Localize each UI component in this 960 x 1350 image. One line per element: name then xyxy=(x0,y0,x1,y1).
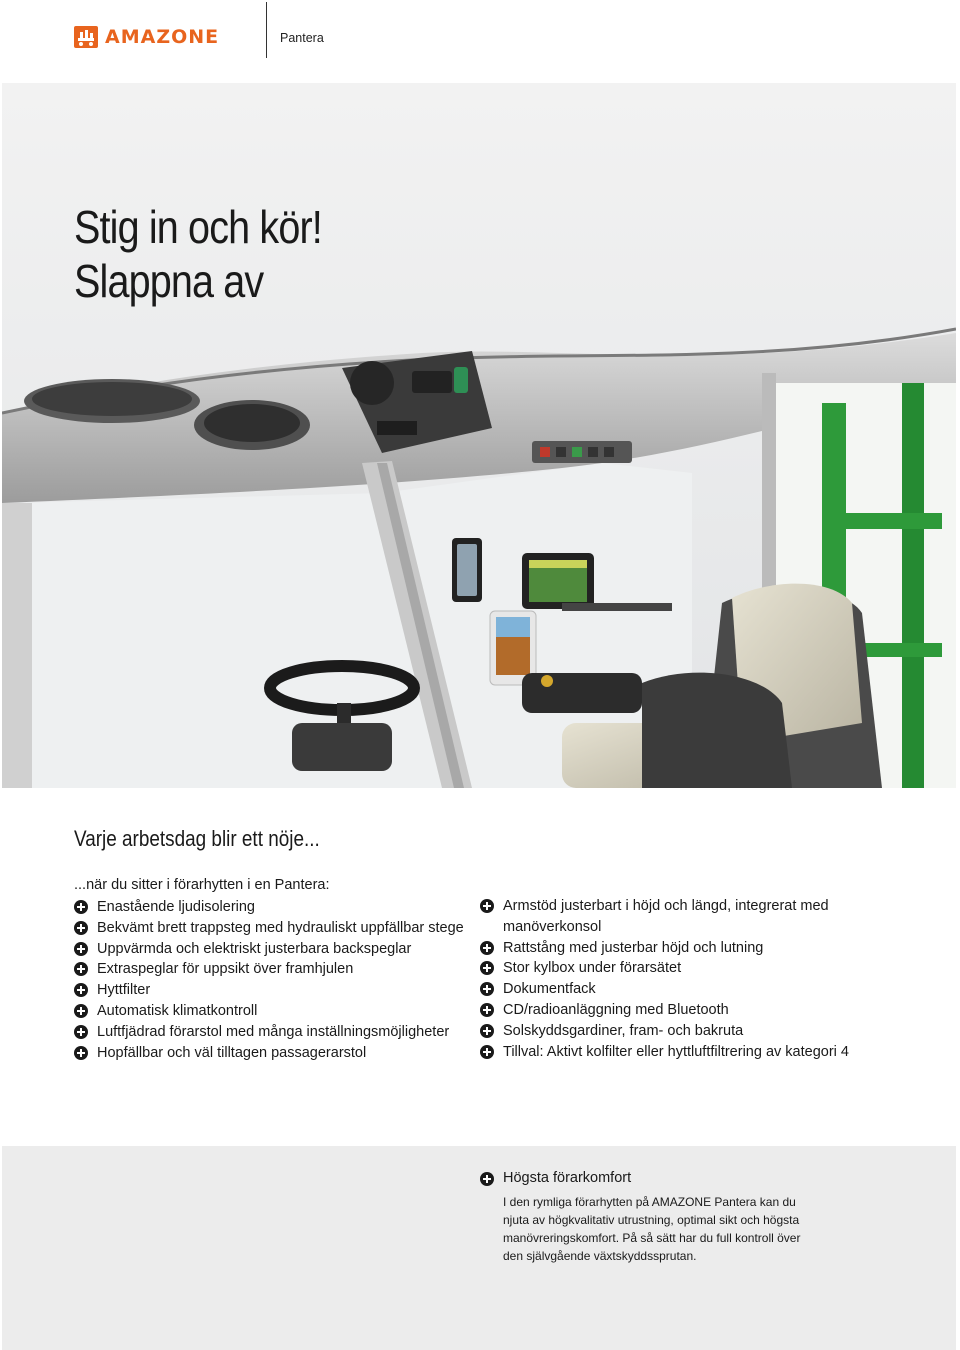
footer-heading: Högsta förarkomfort xyxy=(480,1170,631,1186)
plus-icon xyxy=(74,942,88,956)
list-item: Tillval: Aktivt kolfilter eller hyttluftfiltrering av kategori 4 xyxy=(480,1042,880,1063)
list-item: CD/radioanläggning med Bluetooth xyxy=(480,1000,880,1021)
plus-icon xyxy=(480,899,494,913)
plus-icon xyxy=(74,983,88,997)
feature-list-right xyxy=(480,896,880,1062)
lead-text: ...när du sitter i förarhytten i en Pantera: xyxy=(74,877,330,893)
list-item: Armstöd justerbart i höjd och längd, integrerat med manöverkonsol xyxy=(480,896,880,938)
list-item: Hyttfilter xyxy=(74,980,469,1001)
plus-icon xyxy=(480,1003,494,1017)
amazone-emblem-icon xyxy=(74,26,98,48)
product-name: Pantera xyxy=(280,31,324,45)
list-item: Luftfjädrad förarstol med många inställningsmöjligheter xyxy=(74,1022,469,1043)
plus-icon xyxy=(480,941,494,955)
list-item: Rattstång med justerbar höjd och lutning xyxy=(480,938,880,959)
list-item: Stor kylbox under förarsätet xyxy=(480,958,880,979)
cab-interior-illustration xyxy=(2,83,956,788)
plus-icon xyxy=(74,1046,88,1060)
section-subtitle: Varje arbetsdag blir ett nöje... xyxy=(74,826,320,851)
list-item: Uppvärmda och elektriskt justerbara backspeglar xyxy=(74,939,469,960)
plus-icon xyxy=(480,1024,494,1038)
plus-icon xyxy=(74,962,88,976)
list-item: Automatisk klimatkontroll xyxy=(74,1001,469,1022)
feature-list-left xyxy=(74,897,469,1063)
plus-icon xyxy=(74,1025,88,1039)
header-divider xyxy=(266,2,267,58)
brand-name: AMAZONE xyxy=(105,26,220,48)
amazone-logo xyxy=(74,26,219,48)
hero-title-line1: Stig in och kör! xyxy=(74,201,322,253)
list-item: Bekvämt brett trappsteg med hydrauliskt uppfällbar stege xyxy=(74,918,469,939)
footer-paragraph: I den rymliga förarhytten på AMAZONE Pantera kan du njuta av högkvalitativ utrustning, optimal sikt och högsta manövreringskomfort. På så sätt har du full kontroll över den självgående växtskyddssprutan. xyxy=(503,1195,801,1263)
plus-icon xyxy=(480,961,494,975)
list-item: Dokumentfack xyxy=(480,979,880,1000)
hero-cab-photo xyxy=(2,83,956,788)
list-item: Solskyddsgardiner, fram- och bakruta xyxy=(480,1021,880,1042)
page-header xyxy=(0,0,960,80)
plus-icon xyxy=(480,1045,494,1059)
list-item: Enastående ljudisolering xyxy=(74,897,469,918)
plus-icon xyxy=(74,1004,88,1018)
list-item: Extraspeglar för uppsikt över framhjulen xyxy=(74,959,469,980)
plus-icon xyxy=(480,1172,494,1186)
list-item: Hopfällbar och väl tilltagen passagerarstol xyxy=(74,1043,469,1064)
plus-icon xyxy=(74,900,88,914)
hero-title-line2: Slappna av xyxy=(74,255,264,307)
plus-icon xyxy=(480,982,494,996)
hero-title xyxy=(74,200,322,308)
plus-icon xyxy=(74,921,88,935)
